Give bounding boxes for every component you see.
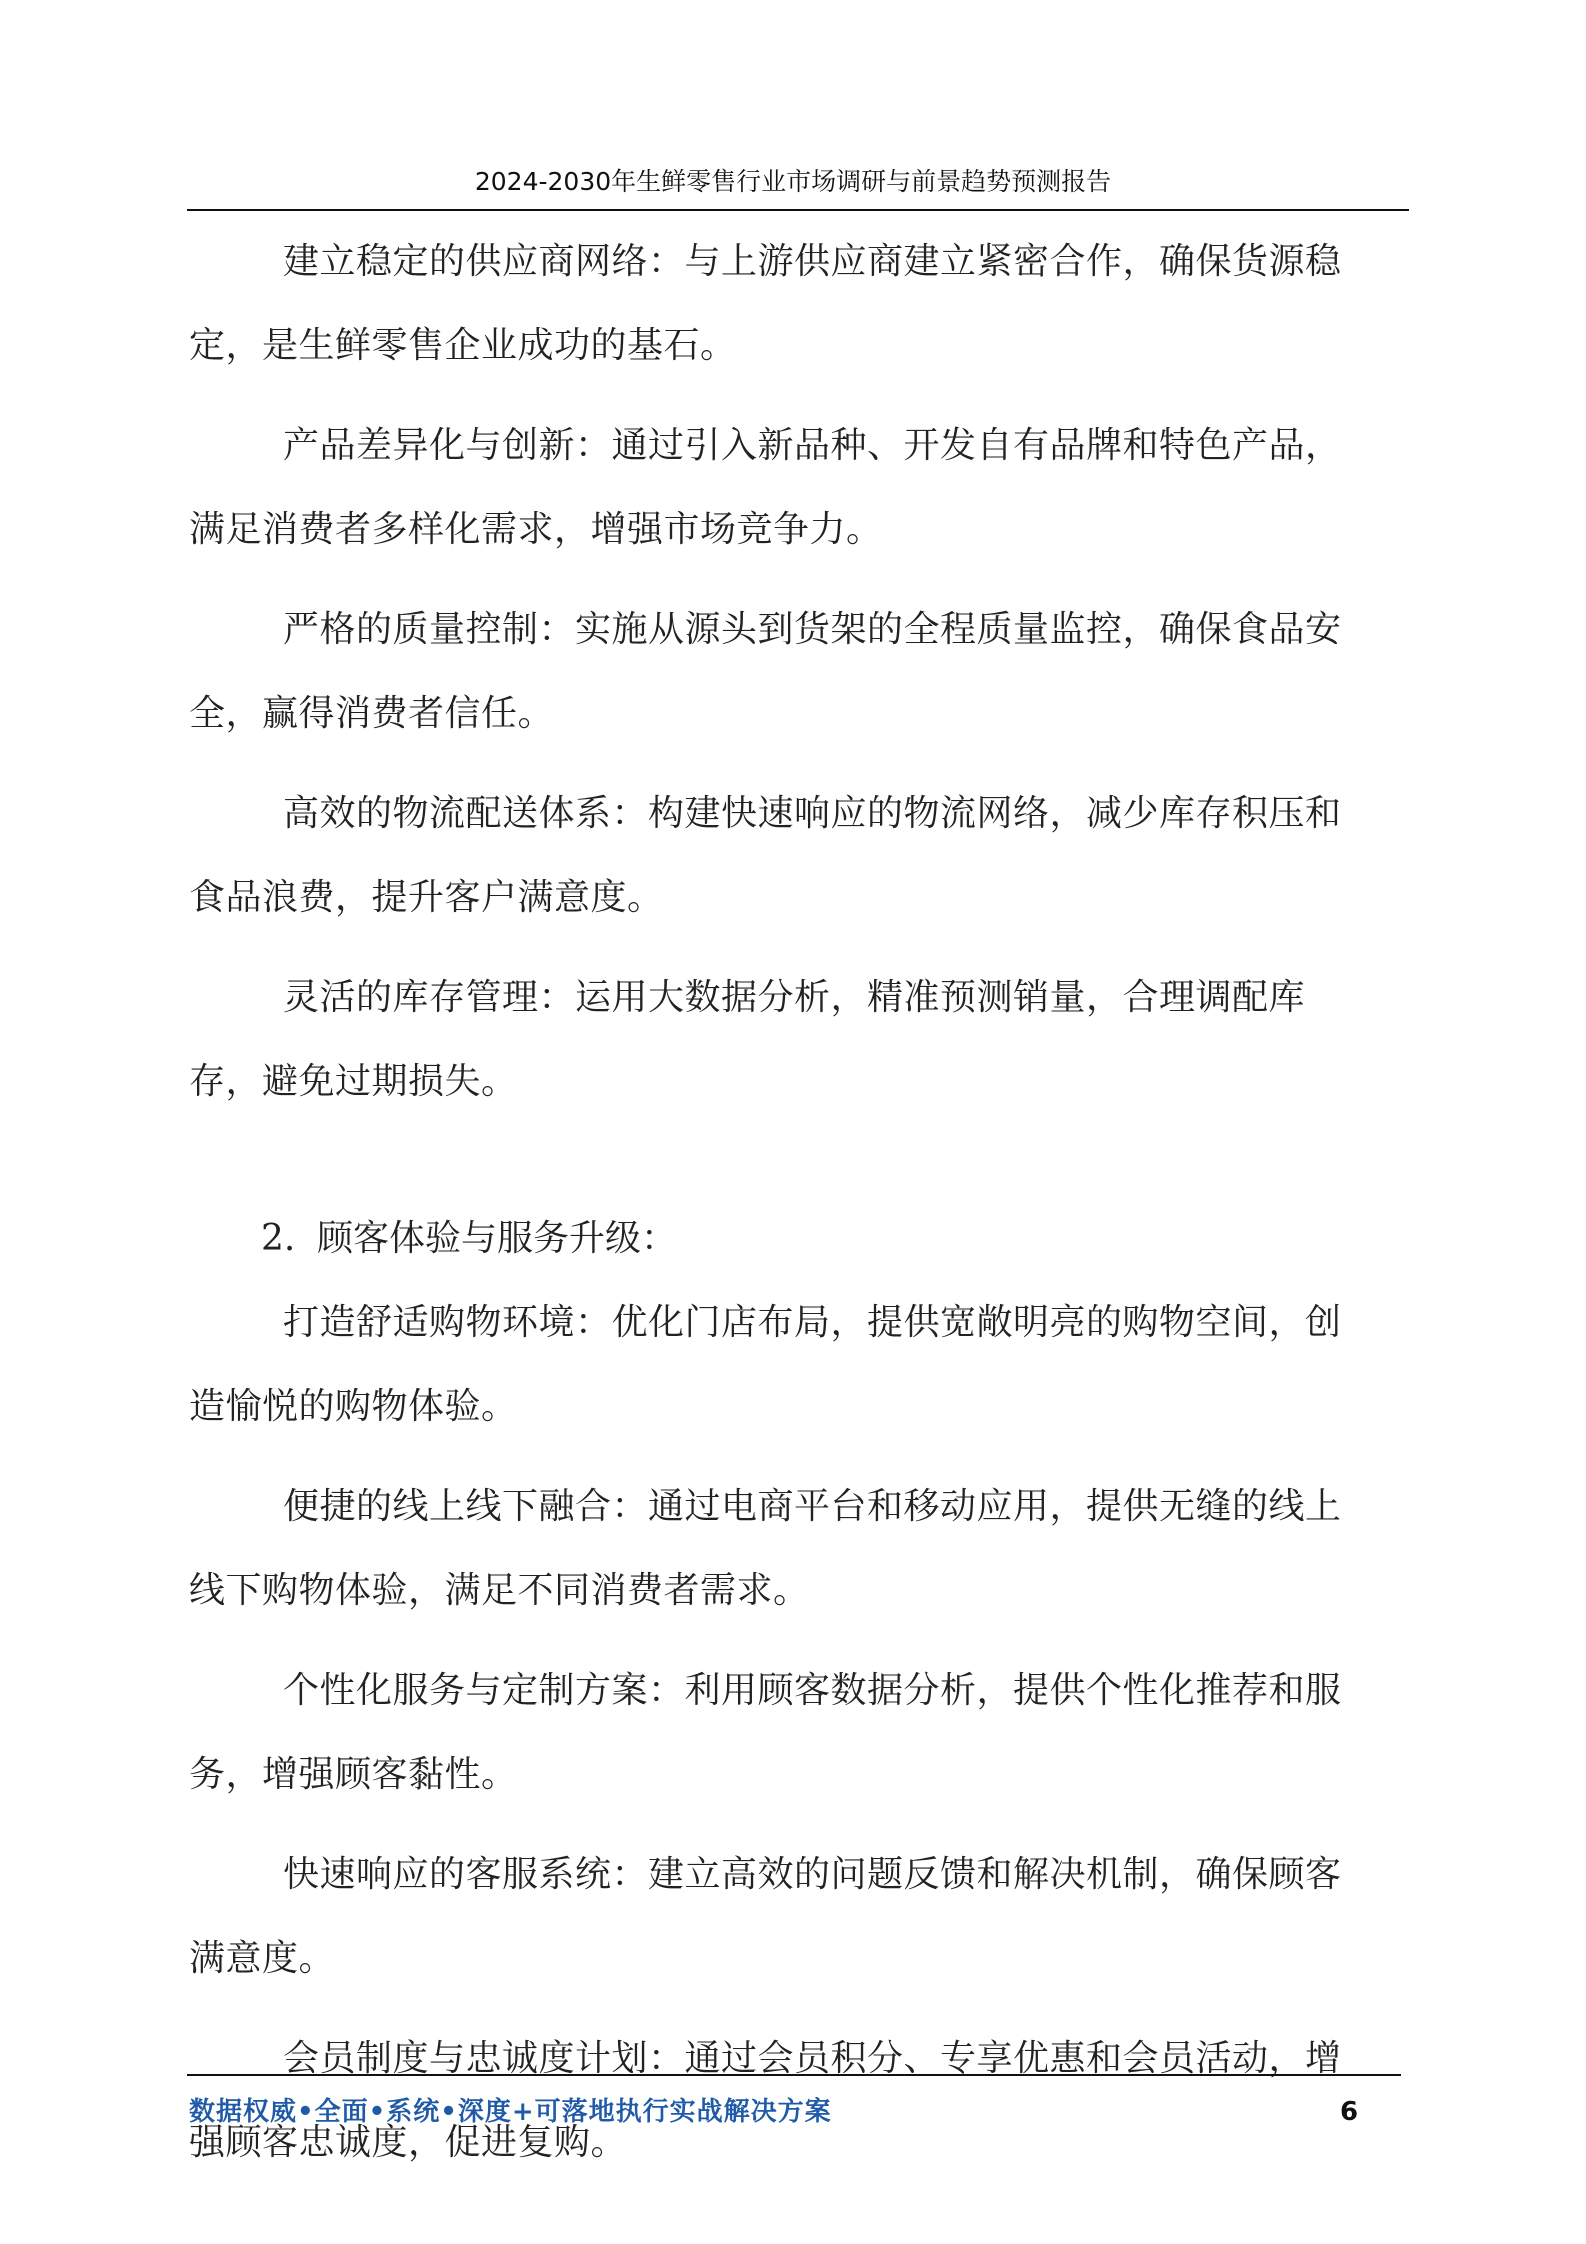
paragraph-membership: 会员制度与忠诚度计划：通过会员积分、专享优惠和会员活动，增强顾客忠诚度，促进复购。: [189, 2038, 1342, 2163]
paragraph-omnichannel: 便捷的线上线下融合：通过电商平台和移动应用，提供无缝的线上线下购物体验，满足不同消费者需求。: [189, 1486, 1342, 1611]
paragraph-supplier-network: 建立稳定的供应商网络：与上游供应商建立紧密合作，确保货源稳定，是生鲜零售企业成功的基石。: [189, 241, 1342, 366]
paragraph-product-differentiation: 产品差异化与创新：通过引入新品种、开发自有品牌和特色产品，满足消费者多样化需求，增强市场竞争力。: [189, 425, 1342, 550]
paragraph-inventory: 灵活的库存管理：运用大数据分析，精准预测销量，合理调配库存，避免过期损失。: [189, 977, 1306, 1102]
header-divider: [187, 209, 1409, 211]
footer-divider: [187, 2074, 1401, 2076]
section-number: 2.: [261, 1218, 296, 1259]
paragraph-logistics: 高效的物流配送体系：构建快速响应的物流网络，减少库存积压和食品浪费，提升客户满意度。: [189, 793, 1342, 918]
page-number: 6: [1340, 2097, 1359, 2127]
paragraph-personalization: 个性化服务与定制方案：利用顾客数据分析，提供个性化推荐和服务，增强顾客黏性。: [189, 1670, 1342, 1795]
section-title: 顾客体验与服务升级：: [317, 1218, 678, 1259]
paragraph-quality-control: 严格的质量控制：实施从源头到货架的全程质量监控，确保食品安全，赢得消费者信任。: [189, 609, 1342, 734]
report-title: 2024-2030年生鲜零售行业市场调研与前景趋势预测报告: [474, 167, 1112, 196]
section-heading-customer-experience: [189, 1197, 1373, 1281]
paragraph-shopping-environment: 打造舒适购物环境：优化门店布局，提供宽敞明亮的购物空间，创造愉悦的购物体验。: [189, 1302, 1342, 1427]
paragraph-customer-service: 快速响应的客服系统：建立高效的问题反馈和解决机制，确保顾客满意度。: [189, 1854, 1342, 1979]
page-body: [189, 220, 1373, 2201]
footer-slogan: 数据权威•全面•系统•深度+可落地执行实战解决方案: [189, 2097, 832, 2127]
